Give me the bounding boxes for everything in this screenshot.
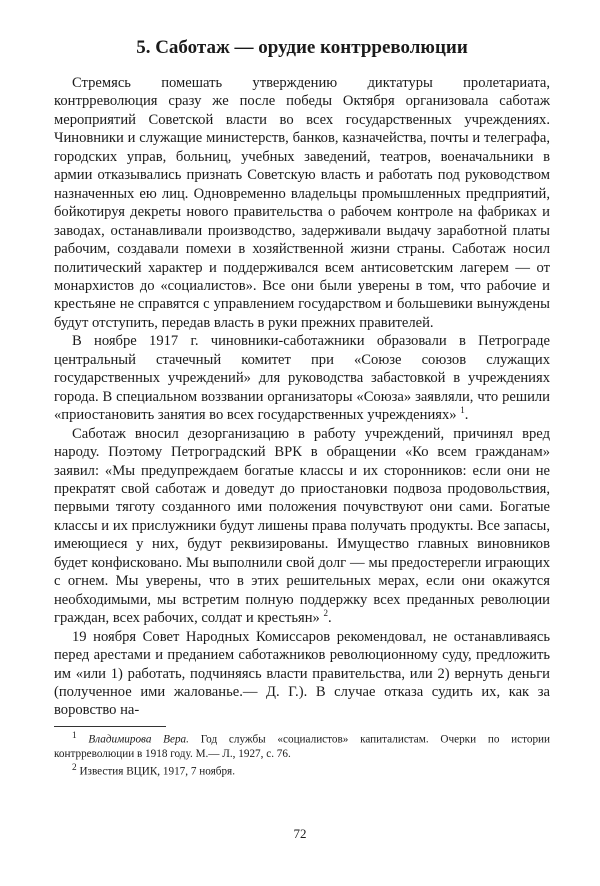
footnote-1-author: Владимирова Вера. (88, 733, 189, 746)
paragraph-4-text: 19 ноября Совет Народных Комиссаров рекомендовал, не останавливаясь перед арестами и преданием саботажников революционному суду, предложить им «или 1) работать, подчиняясь власти правительства, или 2) вернуть деньги (полученное ими жалованье.— Д. Г.). В случае отказа судить их, как за воровство на- (54, 628, 550, 719)
body-text (54, 74, 550, 720)
footnote-2-text: Известия ВЦИК, 1917, 7 ноября. (79, 765, 235, 778)
page-number: 72 (293, 826, 307, 841)
paragraph-1 (54, 74, 550, 332)
paragraph-3-text: Саботаж вносил дезорганизацию в работу учреждений, причинял вред народу. Поэтому Петроградский ВРК в обращении «Ко всем гражданам» заявил: «Мы предупреждаем богатые классы и их сторонников: если они не прекратят свой саботаж и доведут до приостановки подвоза продовольствия, первыми тяготу созданного ими положения почувствуют они сами. Богатые классы и их прислужники будут лишены права получать продукты. Все запасы, имеющиеся у них, будут реквизированы. Имущество главных виновников будет конфисковано. Мы выполнили свой долг — мы предостерегли играющих с огнем. Мы уверены, что в этих решительных мерах, если они окажутся необходимыми, мы встретим полную поддержку всех преданных революции граждан, всех рабочих, солдат и крестьян» (54, 425, 550, 627)
footnote-1-mark: 1 (72, 730, 77, 741)
footnote-2 (54, 761, 550, 779)
footnote-ref-2[interactable]: 2 (323, 608, 328, 619)
paragraph-2-text: В ноябре 1917 г. чиновники-саботажники образовали в Петрограде центральный стачечный комитет при «Союзе союзов служащих государственных учреждений» для руководства забастовкой в учреждениях города. В специальном воззвании организаторы «Союза» заявляли, что решили «приостановить занятия во всех государственных учреждениях» (54, 333, 550, 424)
paragraph-1-text: Стремясь помешать утверждению диктатуры пролетариата, контрреволюция сразу же после победы Октября организовала саботаж мероприятий Советской власти во всех государственных учреждениях. Чиновники и служащие министерств, банков, казначейства, почты и телеграфа, городских управ, больниц, учебных заведений, театров, военачальники в армии отказывались признать Советскую власть и работать под руководством назначенных ею лиц. Одновременно владельцы промышленных предприятий, бойкотируя декреты нового правительства о рабочем контроле на фабриках и заводах, останавливали производство, задерживали выдачу заработной платы рабочим, создавали помехи в хозяйственной жизни страны. Саботаж носил политический характер и поддерживался всем антисоветским лагерем — от монархистов до «социалистов». Все они были уверены в том, что рабочие и крестьяне не справятся с управлением государством и большевики вынуждены будут отступить, передав власть в руки прежних правителей. (54, 75, 550, 331)
footnote-1-text: Год службы «социалистов» капиталистам. Очерки по истории контрреволюции в 1918 году. М.— Л., 1927, с. 76. (54, 733, 551, 760)
footnotes (54, 729, 550, 778)
paragraph-2: В ноябре 1917 г. чиновники-саботажники образовали в Петрограде центральный стачечный комитет при «Союзе союзов служащих государственных учреждений» для руководства забастовкой в учреждениях города. В специальном воззвании организаторы «Союза» заявляли, что решили «приостановить занятия во всех государственных учреждениях» $^1$. (54, 333, 550, 424)
footnote-2-mark: 2 (72, 762, 77, 773)
section-heading: 5. Саботаж — орудие контрреволюции (136, 37, 468, 58)
paragraph-4 (54, 628, 550, 720)
footnote-1 (54, 729, 550, 761)
footnote-ref-1[interactable]: 1 (460, 405, 465, 416)
paragraph-3: Саботаж вносил дезорганизацию в работу учреждений, причинял вред народу. Поэтому Петроградский ВРК в обращении «Ко всем гражданам» заявил: «Мы предупреждаем богатые классы и их сторонников: если они не прекратят свой саботаж и доведут до приостановки подвоза продовольствия, первыми тяготу созданного ими положения почувствуют они сами. Богатые классы и их прислужники будут лишены права получать продукты. Все запасы, имеющиеся у них, будут реквизированы. Имущество главных виновников будет конфисковано. Мы выполнили свой долг — мы предостерегли играющих с огнем. Мы уверены, что в этих решительных мерах, если они окажутся необходимыми, мы встретим полную поддержку всех преданных революции граждан, всех рабочих, солдат и крестьян» $^2$. (54, 425, 550, 627)
